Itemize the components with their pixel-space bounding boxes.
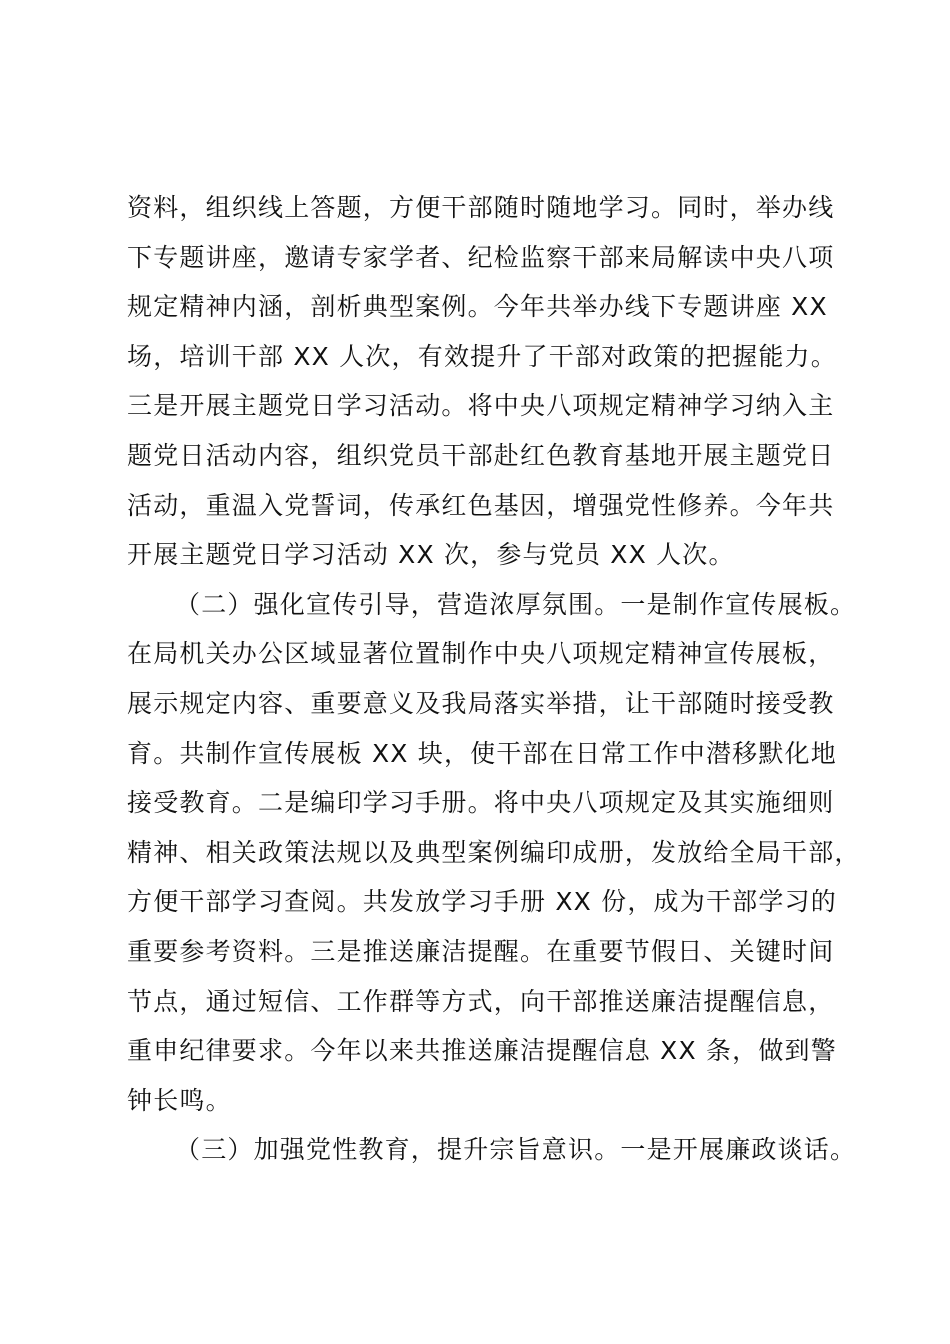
text-line: 三是开展主题党日学习活动。将中央八项规定精神学习纳入主 — [127, 391, 835, 421]
section-heading-line: （二）强化宣传引导，营造浓厚氛围。一是制作宣传展板。 — [175, 589, 857, 619]
text-line: 题党日活动内容，组织党员干部赴红色教育基地开展主题党日 — [127, 440, 835, 470]
text-line: 开展主题党日学习活动 XX 次，参与党员 XX 人次。 — [127, 540, 735, 570]
text-line: 重要参考资料。三是推送廉洁提醒。在重要节假日、关键时间 — [127, 936, 835, 966]
text-line: 展示规定内容、重要意义及我局落实举措，让干部随时接受教 — [127, 688, 835, 718]
text-line: 资料，组织线上答题，方便干部随时随地学习。同时，举办线 — [127, 193, 835, 222]
section-heading-line: （三）加强党性教育，提升宗旨意识。一是开展廉政谈话。 — [175, 1135, 857, 1165]
text-line: 方便干部学习查阅。共发放学习手册 XX 份，成为干部学习的 — [127, 887, 837, 917]
text-line: 下专题讲座，邀请专家学者、纪检监察干部来局解读中央八项 — [127, 242, 835, 272]
text-line: 接受教育。二是编印学习手册。将中央八项规定及其实施细则 — [127, 788, 835, 818]
text-line: 重申纪律要求。今年以来共推送廉洁提醒信息 XX 条，做到警 — [127, 1036, 837, 1066]
text-line: 节点，通过短信、工作群等方式，向干部推送廉洁提醒信息， — [127, 986, 835, 1016]
text-line: 在局机关办公区域显著位置制作中央八项规定精神宣传展板， — [127, 639, 835, 669]
text-line: 精神、相关政策法规以及典型案例编印成册，发放给全局干部， — [127, 837, 861, 867]
text-line: 规定精神内涵，剖析典型案例。今年共举办线下专题讲座 XX — [127, 292, 828, 322]
text-line: 场，培训干部 XX 人次，有效提升了干部对政策的把握能力。 — [127, 341, 837, 371]
text-line: 钟长鸣。 — [127, 1085, 232, 1115]
text-line: 育。共制作宣传展板 XX 块，使干部在日常工作中潜移默化地 — [127, 738, 837, 768]
text-line: 活动，重温入党誓词，传承红色基因，增强党性修养。今年共 — [127, 490, 835, 520]
document-body — [127, 183, 861, 1175]
